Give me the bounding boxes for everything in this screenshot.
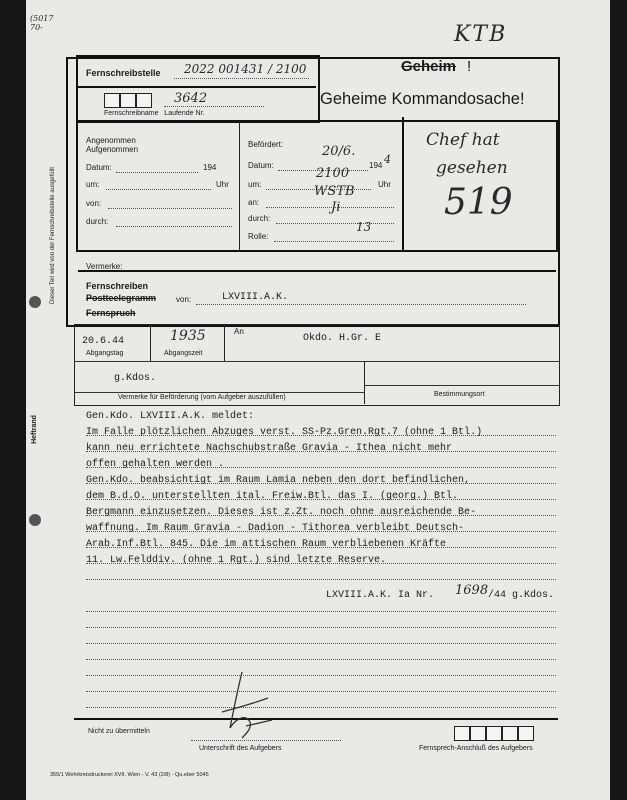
dispatch-date: 20.6.44 — [82, 336, 125, 347]
code-cell-1 — [104, 93, 120, 108]
forwarded-date-value: 20/6. — [322, 144, 356, 159]
forwarded-title: Befördert: — [248, 140, 284, 149]
remarks-label: Vermerke: — [86, 262, 123, 271]
type-from-label: von: — [176, 295, 192, 304]
station-number: 2022 001431 / 2100 — [184, 62, 307, 76]
classification-struck: Geheim — [401, 58, 457, 75]
received-from-label: von: — [86, 199, 102, 208]
message-line-9: Arab.Inf.Btl. 845. Die im attischen Raum verbliebenen Kräfte — [86, 539, 447, 550]
corner-note: (5017 70- — [30, 14, 54, 32]
document-sheet — [26, 0, 610, 800]
side-note: Dieser Teil wird von der Fernschreibstelle ausgefüllt — [50, 167, 56, 304]
forwarded-roll-value: 13 — [356, 220, 372, 234]
signature-caption: Unterschrift des Aufgebers — [199, 745, 282, 752]
message-line-10: 11. Lw.Felddiv. (ohne 1 Rgt.) sind letzte Reserve. — [86, 555, 387, 566]
forwarded-year: 194 — [369, 161, 383, 170]
dispatch-remarks-caption: Vermerke für Beförderung (vom Aufgeber auszufüllen) — [118, 394, 286, 401]
signoff-suffix: /44 g.Kdos. — [488, 590, 555, 601]
type-from-value: LXVIII.A.K. — [222, 292, 289, 303]
code-cell-3 — [136, 93, 152, 108]
message-line-5: Gen.Kdo. beabsichtigt im Raum Lamia neben den dort befindlichen, — [86, 475, 471, 486]
received-date-label: Datum: — [86, 163, 112, 172]
forwarded-to-label: an: — [248, 198, 260, 207]
phone-caption: Fernsprech-Anschluß des Aufgebers — [419, 745, 533, 752]
type-telex: Fernschreiben — [86, 281, 149, 291]
code-cell-2 — [120, 93, 136, 108]
chief-note-line-1: Chef hat — [426, 130, 500, 150]
forwarded-roll-label: Rolle: — [248, 232, 269, 241]
chief-note-number: 519 — [444, 182, 513, 223]
forwarded-year-hand: 4 — [384, 153, 391, 166]
phone-cell-3 — [486, 726, 502, 741]
received-year: 194 — [203, 163, 217, 172]
forwarded-uhr: Uhr — [378, 180, 391, 189]
dispatch-time-caption: Abgangszeit — [164, 350, 203, 357]
chief-note-line-2: gesehen — [436, 158, 508, 178]
forwarded-date-label: Datum: — [248, 161, 274, 170]
classification-mark: ! — [467, 58, 472, 75]
message-line-7: Bergmann einzusetzen. Dieses ist z.Zt. noch ohne ausreichende Be- — [86, 507, 477, 518]
signoff-prefix: LXVIII.A.K. Ia Nr. — [326, 590, 435, 601]
phone-cell-4 — [502, 726, 518, 741]
print-line: 355/1 Wehrkreisdruckerei XVII. Wien - V. 43 (2/8) - Qu.eber 5045 — [50, 772, 209, 778]
received-time-label: um: — [86, 180, 100, 189]
message-line-3: kann neu errichtete Nachschubstraße Gravia - Ithea nicht mehr — [86, 443, 453, 454]
forwarded-by-label: durch: — [248, 214, 271, 223]
signoff-number: 1698 — [455, 583, 489, 598]
forwarded-time-value: 2100 — [316, 166, 350, 181]
archive-tag: KTB — [454, 22, 508, 47]
punch-hole-top — [29, 296, 41, 308]
punch-hole-bottom — [29, 514, 41, 526]
not-transmit-label: Nicht zu übermitteln — [88, 728, 150, 735]
received-by-label: durch: — [86, 217, 109, 226]
dispatch-to-label: An — [234, 327, 244, 336]
message-line-4: offen gehalten werden . — [86, 459, 225, 470]
forwarded-by-value: Ji — [331, 200, 341, 215]
message-line-1: Gen.Kdo. LXVIII.A.K. meldet: — [86, 411, 255, 422]
dispatch-time: 1935 — [170, 328, 206, 344]
message-line-8: waffnung. Im Raum Gravia - Dadion - Tithorea verbleibt Deutsch- — [86, 523, 465, 534]
margin-label: Heftrand — [30, 415, 38, 444]
type-phone-message: Fernspruch — [86, 308, 136, 318]
received-uhr: Uhr — [216, 180, 229, 189]
station-label: Fernschreibstelle — [86, 68, 161, 78]
message-line-6: dem B.d.O. unterstellten ital. Freiw.Btl. das I. (georg.) Btl. — [86, 491, 459, 502]
forwarded-time-label: um: — [248, 180, 262, 189]
received-title-2: Aufgenommen — [86, 145, 139, 154]
signature — [212, 668, 282, 748]
forwarded-to-value: WSTB — [314, 184, 355, 199]
serial-number: 3642 — [174, 91, 208, 106]
dispatch-date-caption: Abgangstag — [86, 350, 124, 357]
dispatch-recipient: Okdo. H.Gr. E — [303, 333, 382, 344]
type-postal-telegram: Postteelegramm — [86, 293, 157, 303]
received-title-1: Angenommen — [86, 136, 136, 145]
secret-command-label: Geheime Kommandosache! — [320, 90, 525, 108]
phone-cell-1 — [454, 726, 470, 741]
phone-cell-2 — [470, 726, 486, 741]
phone-cell-5 — [518, 726, 534, 741]
dispatch-gkdos: g.Kdos. — [114, 373, 157, 384]
destination-caption: Bestimmungsort — [434, 391, 485, 398]
serial-caption: Fernschreibname Laufende Nr. — [104, 110, 205, 117]
message-line-2: Im Falle plötzlichen Abzuges verst. SS-Pz.Gren.Rgt.7 (ohne 1 Btl.) — [86, 427, 483, 438]
